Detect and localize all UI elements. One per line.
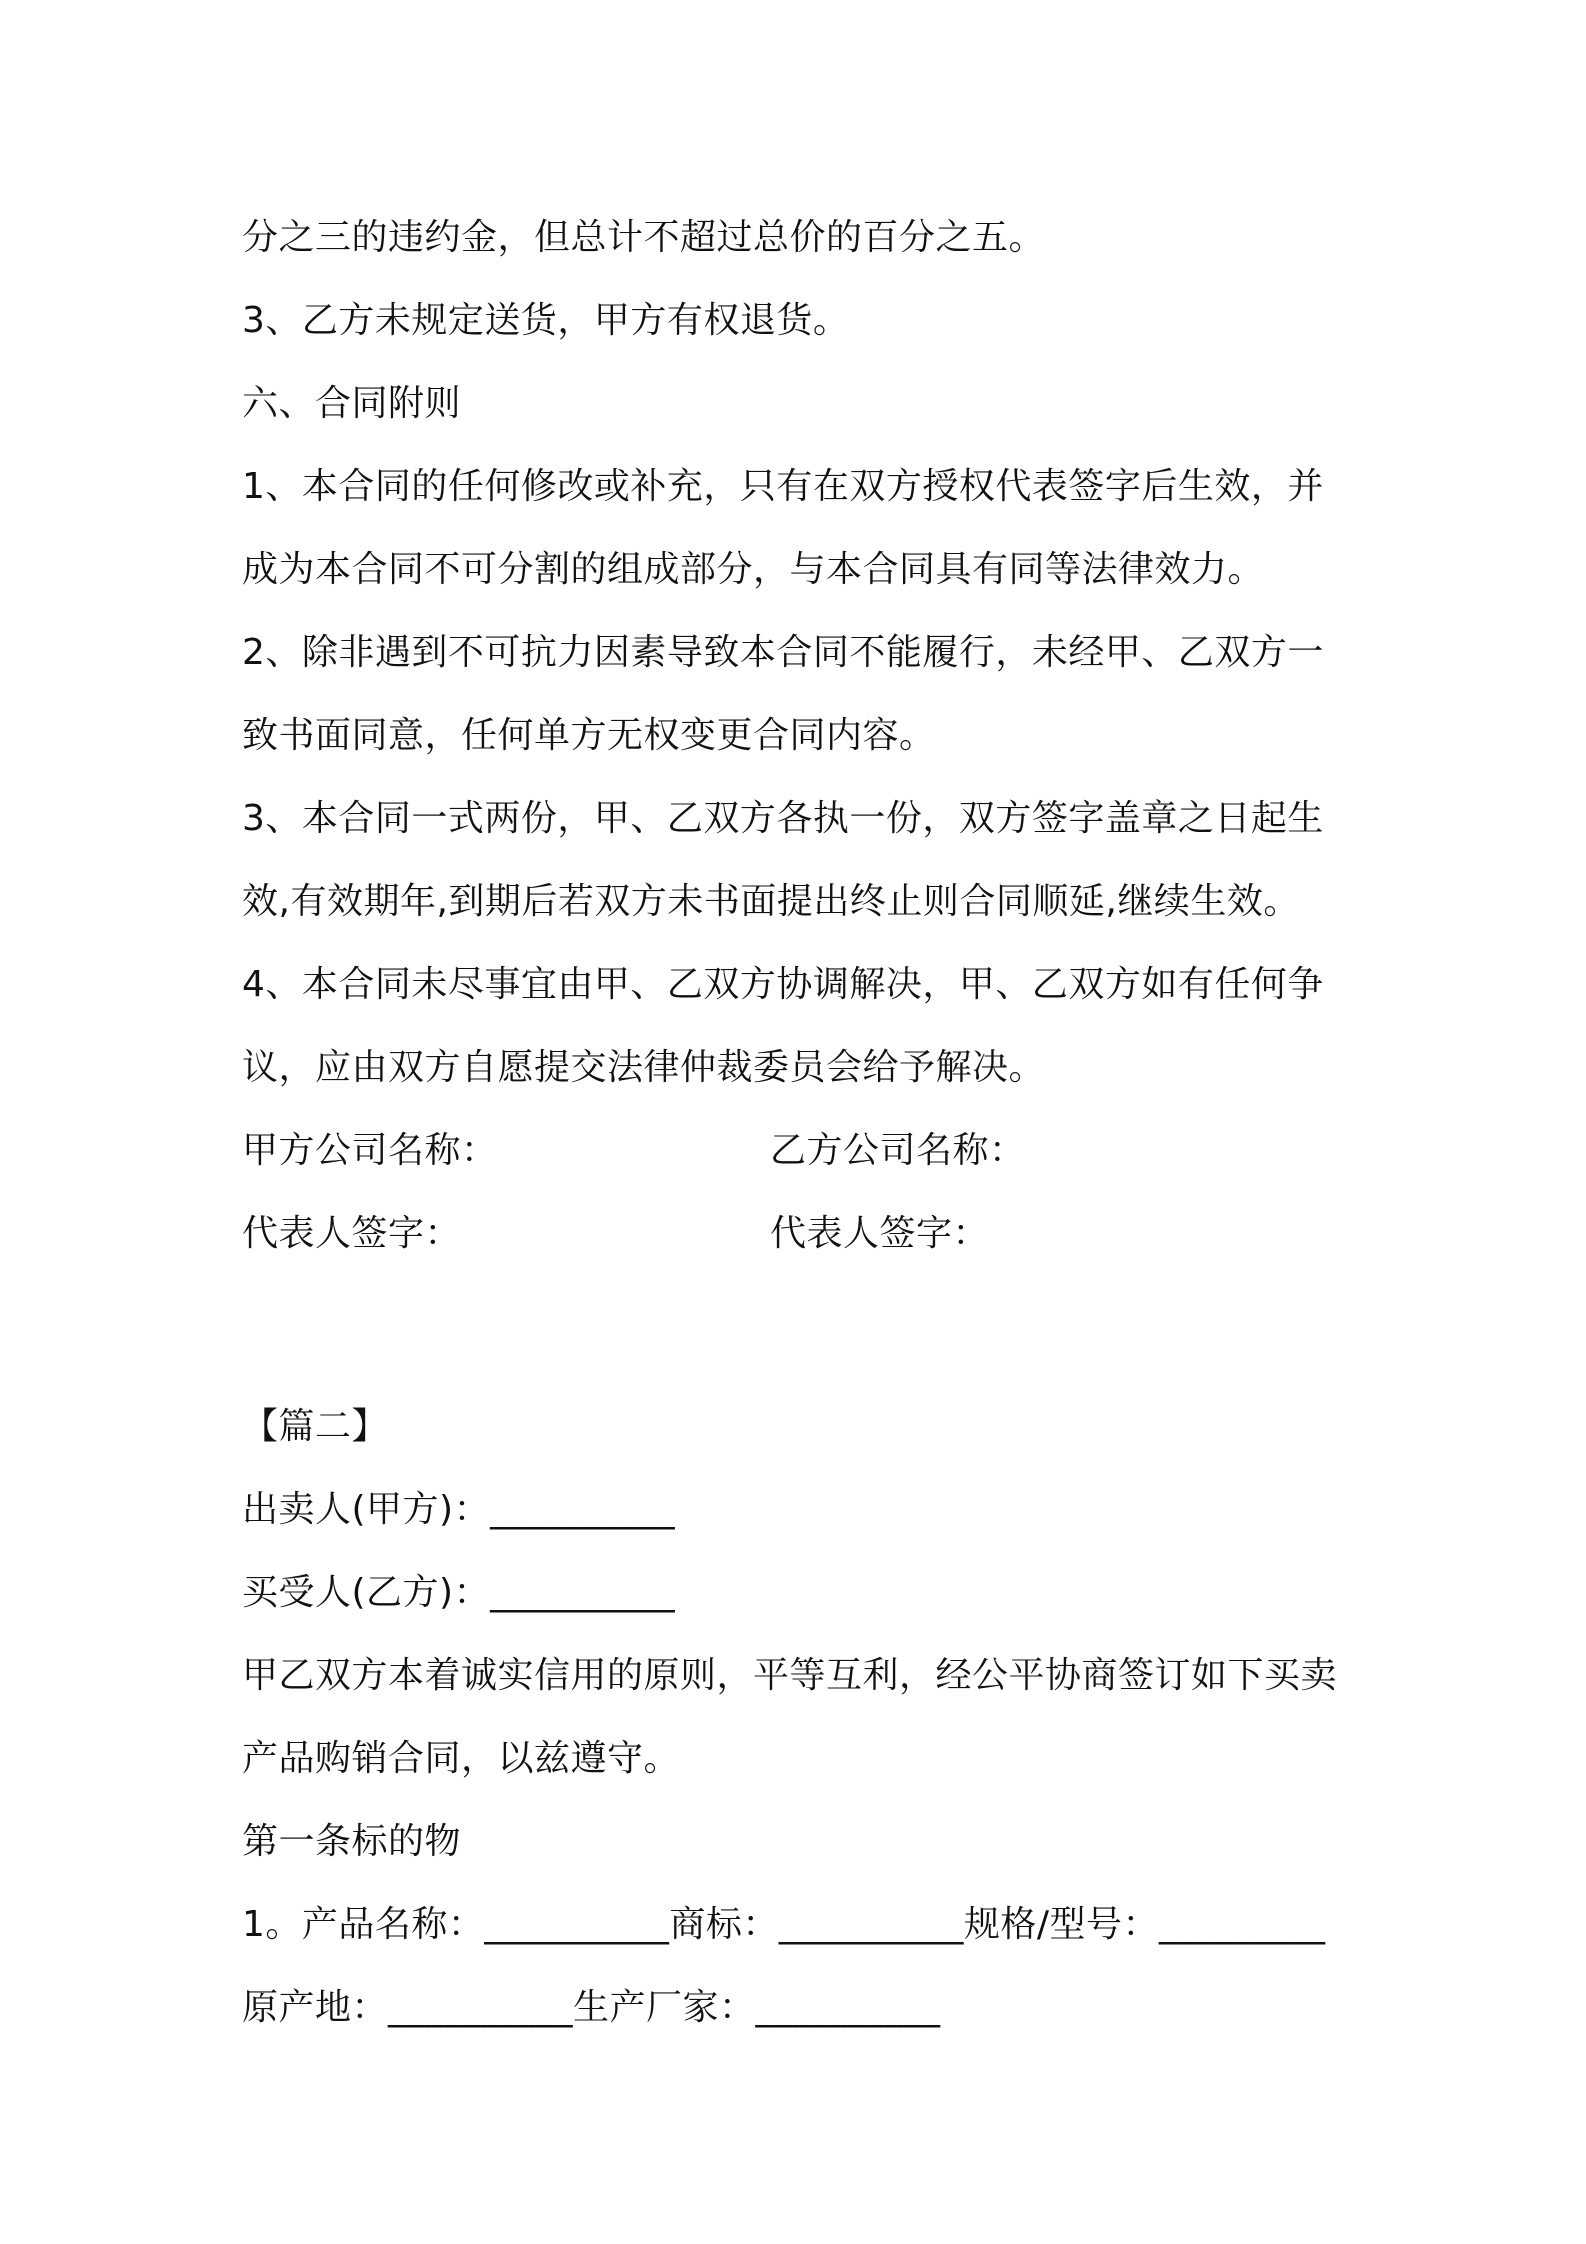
product-fields-line: 1。产品名称：__________商标：__________规格/型号：_________ — [242, 1904, 1326, 1945]
paragraph-line: 1、本合同的任何修改或补充，只有在双方授权代表签字后生效，并 — [242, 466, 1324, 507]
origin-fields-line: 原产地：__________生产厂家：__________ — [242, 1987, 941, 2028]
paragraph-line: 议，应由双方自愿提交法律仲裁委员会给予解决。 — [242, 1047, 1046, 1088]
buyer-line: 买受人(乙方)：__________ — [242, 1572, 676, 1613]
paragraph-line: 致书面同意，任何单方无权变更合同内容。 — [242, 715, 936, 756]
paragraph-line: 3、本合同一式两份，甲、乙双方各执一份，双方签字盖章之日起生 — [242, 798, 1324, 839]
party-b-rep-label: 代表人签字： — [770, 1213, 990, 1254]
section-heading-appendix: 六、合同附则 — [242, 383, 462, 424]
article-one-heading: 第一条标的物 — [242, 1821, 462, 1862]
party-a-company-label: 甲方公司名称： — [242, 1130, 498, 1171]
section-two-heading: 【篇二】 — [242, 1406, 389, 1447]
paragraph-line: 分之三的违约金，但总计不超过总价的百分之五。 — [242, 217, 1046, 258]
signature-row-company — [242, 1109, 1362, 1192]
paragraph-line: 产品购销合同，以兹遵守。 — [242, 1738, 681, 1779]
signature-row-representative — [242, 1192, 1362, 1275]
paragraph-line: 2、除非遇到不可抗力因素导致本合同不能履行，未经甲、乙双方一 — [242, 632, 1324, 673]
party-a-rep-label: 代表人签字： — [242, 1213, 462, 1254]
paragraph-line: 成为本合同不可分割的组成部分，与本合同具有同等法律效力。 — [242, 549, 1265, 590]
paragraph-line: 4、本合同未尽事宜由甲、乙双方协调解决，甲、乙双方如有任何争 — [242, 964, 1324, 1005]
paragraph-line: 3、乙方未规定送货，甲方有权退货。 — [242, 300, 850, 341]
paragraph-line: 效,有效期年,到期后若双方未书面提出终止则合同顺延,继续生效。 — [242, 881, 1300, 922]
seller-line: 出卖人(甲方)：__________ — [242, 1489, 676, 1530]
document-body — [242, 196, 1362, 2049]
section-spacer — [242, 1275, 1362, 1385]
party-b-company-label: 乙方公司名称： — [770, 1130, 1026, 1171]
paragraph-line: 甲乙双方本着诚实信用的原则，平等互利，经公平协商签订如下买卖 — [242, 1655, 1338, 1696]
